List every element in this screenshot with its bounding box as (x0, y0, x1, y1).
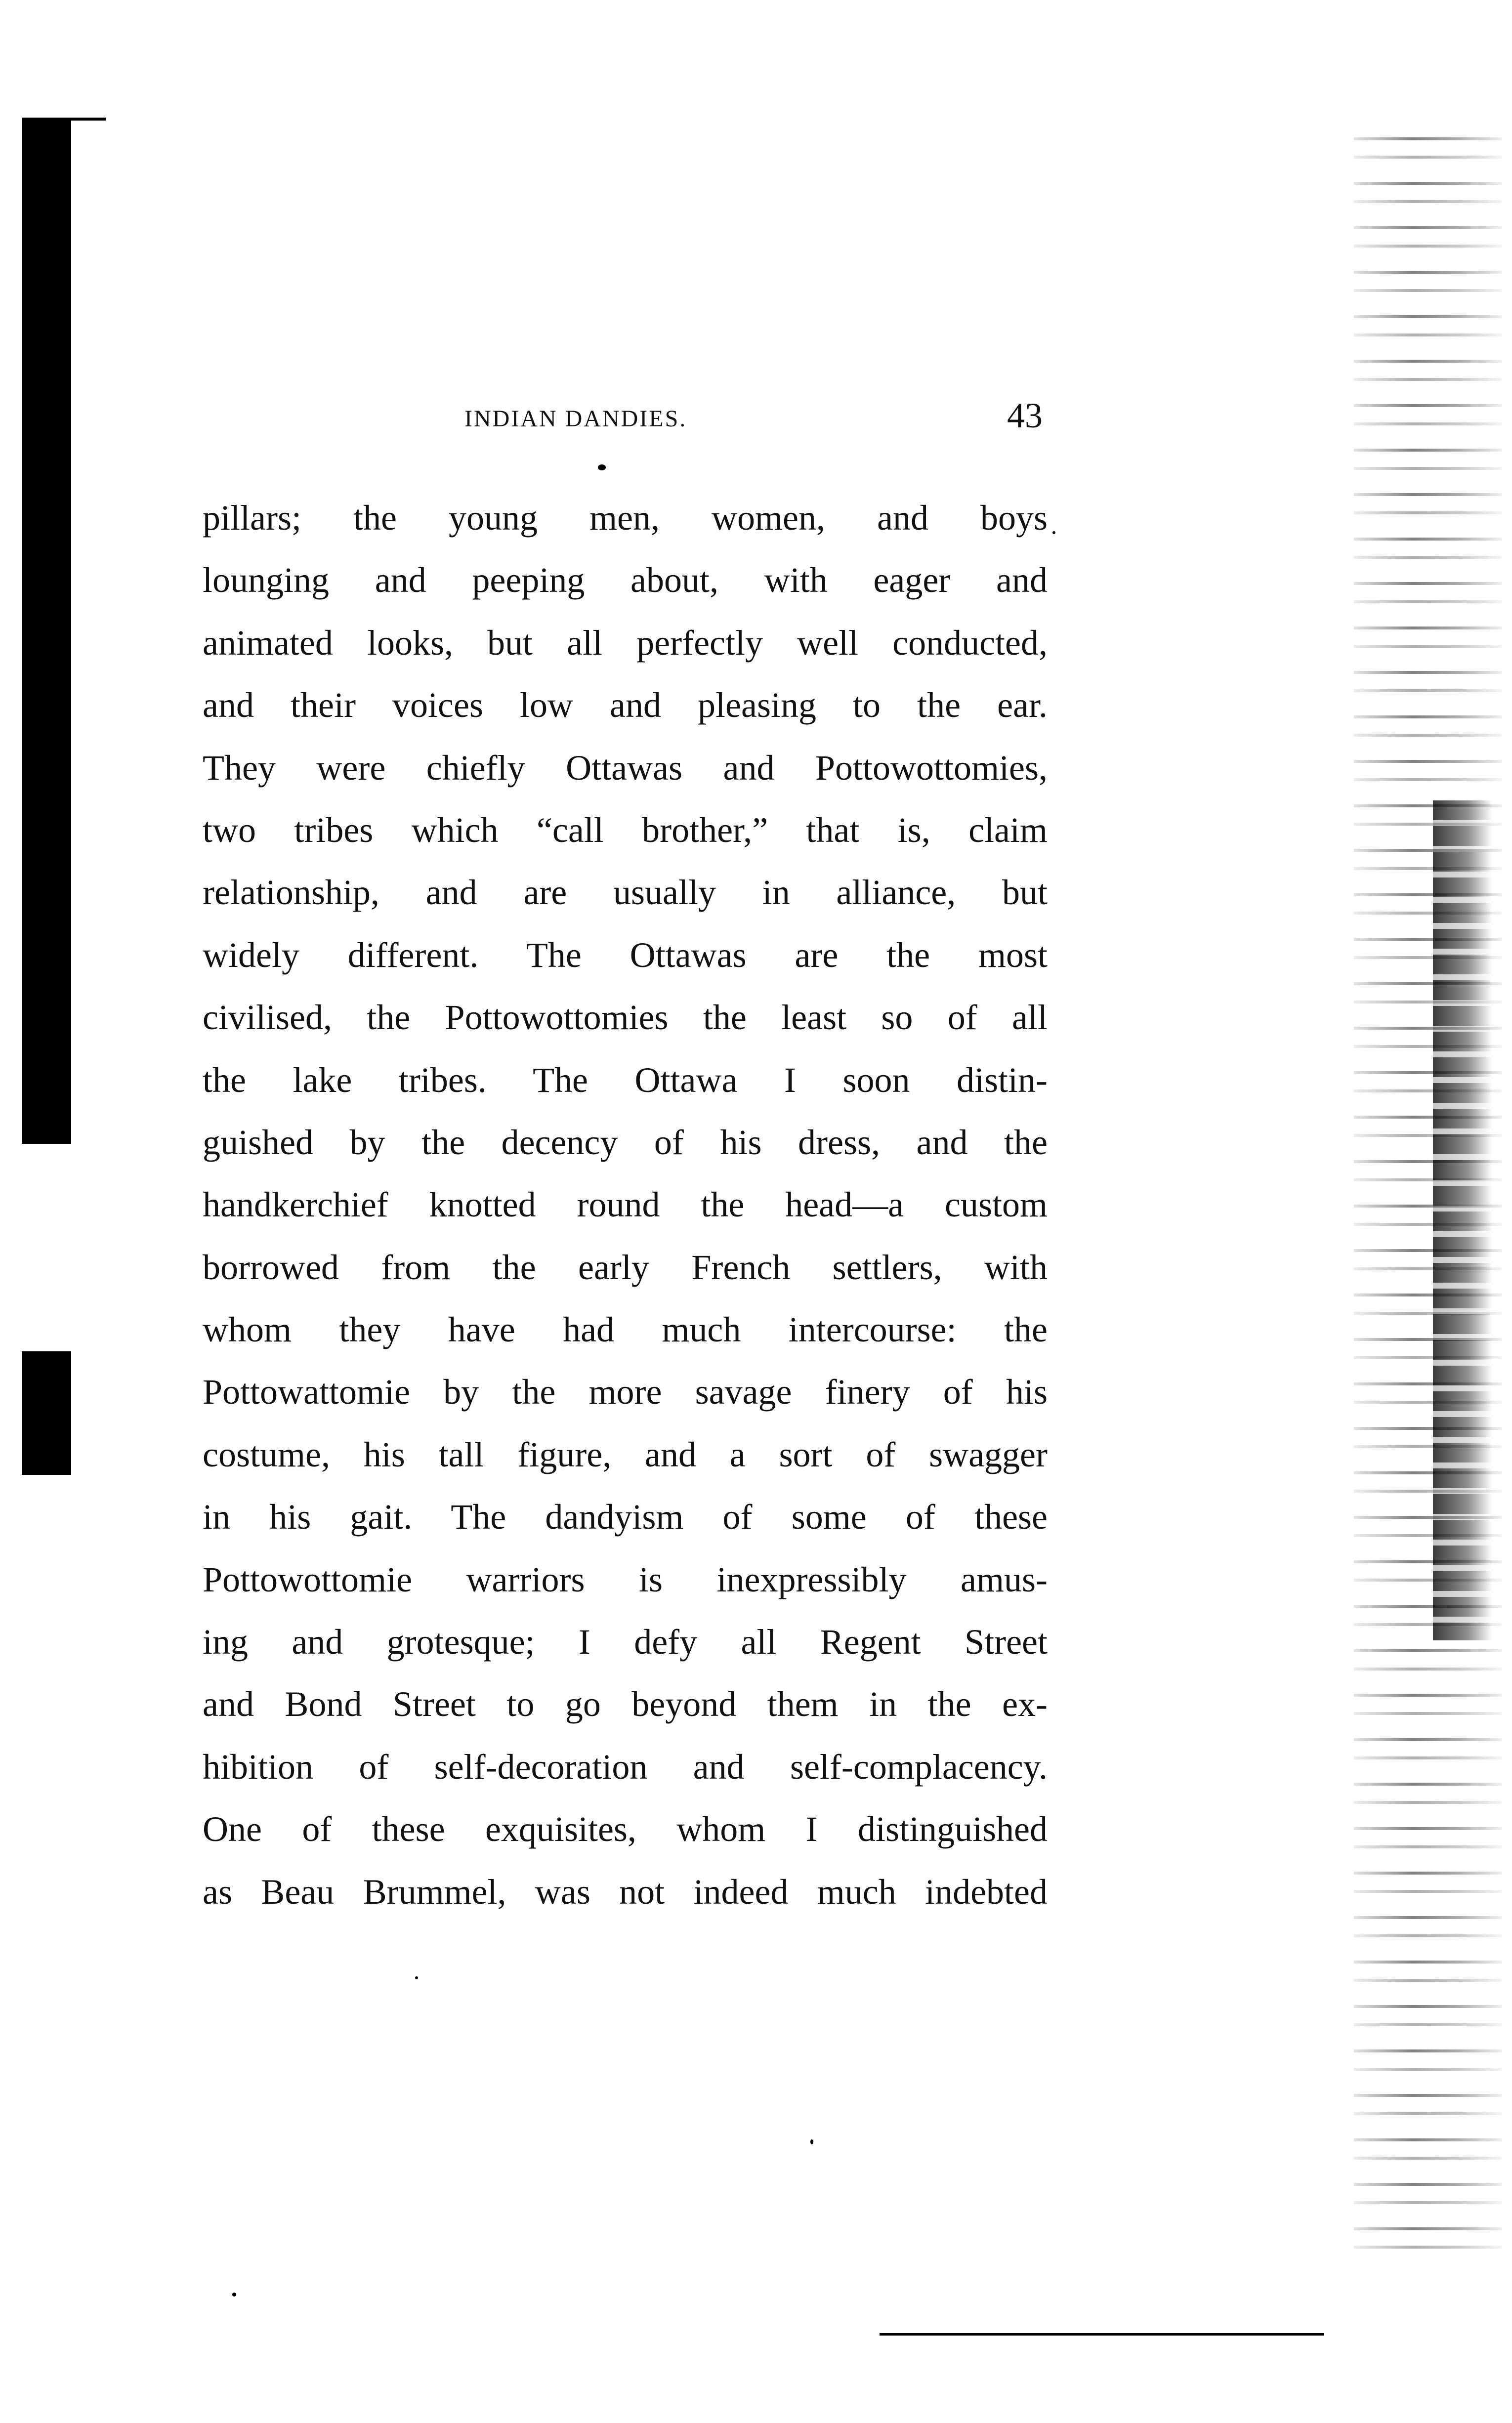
text-line: the lake tribes. The Ottawa I soon distin- (203, 1060, 1048, 1100)
text-line: hibition of self-decoration and self-complacency. (203, 1747, 1048, 1787)
text-line: civilised, the Pottowottomies the least so of all (203, 998, 1048, 1038)
scan-binding-shadow-lower (22, 1351, 71, 1475)
text-line: and their voices low and pleasing to the ear. (203, 685, 1048, 725)
ink-speck (810, 2139, 813, 2144)
text-line: Pottowattomie by the more savage finery of his (203, 1372, 1048, 1412)
text-line: lounging and peeping about, with eager and (203, 560, 1048, 600)
text-line: Pottowottomie warriors is inexpressibly amus- (203, 1559, 1048, 1599)
text-line: and Bond Street to go beyond them in the ex- (203, 1684, 1048, 1724)
ink-speck (598, 464, 606, 470)
text-line: in his gait. The dandyism of some of these (203, 1497, 1048, 1537)
text-line: guished by the decency of his dress, and the (203, 1122, 1048, 1162)
text-line: handkerchief knotted round the head—a custom (203, 1185, 1048, 1225)
text-line: widely different. The Ottawas are the most (203, 935, 1048, 975)
text-line: whom they have had much intercourse: the (203, 1310, 1048, 1350)
scan-bottom-rule (880, 2333, 1324, 2336)
ink-speck (232, 2293, 236, 2297)
text-line: pillars; the young men, women, and boys (203, 498, 1048, 538)
ink-speck (415, 1976, 418, 1979)
text-line: costume, his tall figure, and a sort of swagger (203, 1434, 1048, 1474)
page-number: 43 (1007, 396, 1043, 435)
scan-binding-shadow (22, 119, 71, 1144)
text-line: borrowed from the early French settlers, with (203, 1247, 1048, 1287)
text-line: animated looks, but all perfectly well conducted, (203, 623, 1048, 663)
running-head: INDIAN DANDIES. (464, 406, 687, 432)
text-line: relationship, and are usually in alliance, but (203, 873, 1048, 913)
ink-speck (1052, 531, 1055, 534)
scan-page-edge-dark (1433, 800, 1492, 1640)
body-text (203, 487, 1048, 1923)
text-line: two tribes which “call brother,” that is, claim (203, 810, 1048, 850)
text-line: as Beau Brummel, was not indeed much indebted (203, 1872, 1048, 1912)
page-header (208, 395, 1048, 450)
text-line: ing and grotesque; I defy all Regent Street (203, 1622, 1048, 1662)
text-line: One of these exquisites, whom I distinguished (203, 1809, 1048, 1849)
text-line: They were chiefly Ottawas and Pottowottomies, (203, 748, 1048, 788)
